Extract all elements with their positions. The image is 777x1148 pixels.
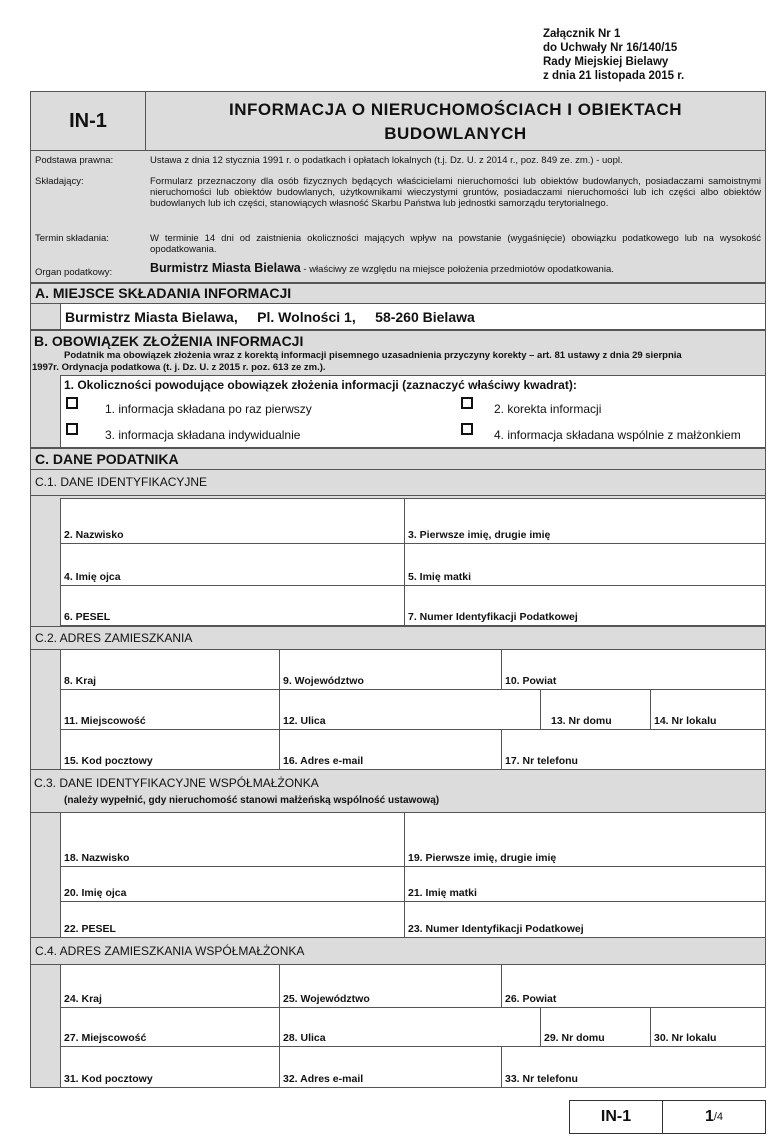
checkbox-individual[interactable] (66, 423, 78, 435)
page-total: /4 (713, 1111, 724, 1123)
field-label: 9. Województwo (283, 675, 364, 687)
field-label: 23. Numer Identyfikacji Podatkowej (408, 923, 584, 935)
field-label: 13. Nr domu (551, 715, 612, 727)
field-label: 25. Województwo (283, 993, 370, 1005)
section-c-title: C. DANE PODATNIKA (30, 448, 766, 470)
field-label: 27. Miejscowość (64, 1032, 147, 1044)
circumstances-question: 1. Okoliczności powodujące obowiązek złożenia informacji (zaznaczyć właściwy kwadrat): (64, 378, 577, 392)
field-label: 28. Ulica (283, 1032, 326, 1044)
father-name-field[interactable] (60, 543, 405, 586)
section-c4-title: C.4. ADRES ZAMIESZKANIA WSPÓŁMAŁŻONKA (30, 937, 766, 965)
spouse-pesel-field[interactable] (60, 901, 405, 938)
spouse-nip-field[interactable] (404, 901, 766, 938)
authority-value (150, 263, 761, 275)
option-individual-label: 3. informacja składana indywidualnie (105, 428, 301, 442)
annex-line: Rady Miejskiej Bielawy (543, 56, 669, 68)
spouse-postal-code-field[interactable] (60, 1046, 280, 1088)
spouse-phone-field[interactable] (501, 1046, 766, 1088)
deadline-label: Termin składania: (35, 233, 109, 244)
field-label: 15. Kod pocztowy (64, 755, 153, 767)
form-meta (30, 150, 766, 283)
field-label: 8. Kraj (64, 675, 97, 687)
spouse-mother-name-field[interactable] (404, 866, 766, 902)
spouse-street-field[interactable] (279, 1007, 541, 1047)
section-b-title: B. OBOWIĄZEK ZŁOŻENIA INFORMACJI (34, 333, 304, 349)
section-c3-title: C.3. DANE IDENTYFIKACYJNE WSPÓŁMAŁŻONKA (34, 776, 319, 790)
field-label: 18. Nazwisko (64, 852, 130, 864)
annex-note (543, 27, 684, 83)
field-label: 32. Adres e-mail (283, 1073, 364, 1085)
checkbox-joint[interactable] (461, 423, 473, 435)
form-title (145, 91, 766, 151)
field-label: 2. Nazwisko (64, 529, 124, 541)
surname-field[interactable] (60, 498, 405, 544)
field-label: 29. Nr domu (544, 1032, 605, 1044)
form-title-line: BUDOWLANYCH (384, 124, 527, 143)
form-title-line: INFORMACJA O NIERUCHOMOŚCIACH I OBIEKTACH (228, 100, 683, 119)
field-label: 10. Powiat (505, 675, 557, 687)
footer-form-code: IN-1 (569, 1100, 663, 1134)
spouse-voivodeship-field[interactable] (279, 964, 502, 1008)
spouse-country-field[interactable] (60, 964, 280, 1008)
authority-label: Organ podatkowy: (35, 267, 113, 278)
section-c1-title: C.1. DANE IDENTYFIKACYJNE (30, 469, 766, 496)
spouse-email-field[interactable] (279, 1046, 502, 1088)
spouse-county-field[interactable] (501, 964, 766, 1008)
field-label: 11. Miejscowość (64, 715, 146, 727)
field-label: 5. Imię matki (408, 571, 472, 583)
legal-basis-value: Ustawa z dnia 12 stycznia 1991 r. o podatkach i opłatach lokalnych (t.j. Dz. U. z 2014 r., poz. 849 ze. zm.) - uopl. (150, 155, 623, 166)
mother-name-field[interactable] (404, 543, 766, 586)
page-current: 1 (704, 1108, 714, 1125)
spouse-father-name-field[interactable] (60, 866, 405, 902)
flat-no-field[interactable] (650, 689, 766, 730)
annex-line: z dnia 21 listopada 2015 r. (543, 70, 685, 82)
field-label: 12. Ulica (283, 715, 326, 727)
checkbox-correction[interactable] (461, 397, 473, 409)
email-field[interactable] (279, 729, 502, 770)
field-label: 26. Powiat (505, 993, 557, 1005)
annex-line: do Uchwały Nr 16/140/15 (543, 42, 678, 54)
section-a-title: A. MIEJSCE SKŁADANIA INFORMACJI (30, 283, 766, 304)
pesel-field[interactable] (60, 585, 405, 626)
section-b-note: Podatnik ma obowiązek złożenia wraz z korektą informacji pisemnego uzasadnienia przyczyny korekty – art. 81 ustawy z dnia 29 sierpnia (64, 350, 682, 361)
nip-field[interactable] (404, 585, 766, 626)
field-label: 24. Kraj (64, 993, 102, 1005)
field-label: 31. Kod pocztowy (64, 1073, 153, 1085)
town-field[interactable] (60, 689, 280, 730)
county-field[interactable] (501, 649, 766, 690)
field-label: 3. Pierwsze imię, drugie imię (408, 529, 551, 541)
option-first-time-label: 1. informacja składana po raz pierwszy (105, 402, 312, 416)
phone-field[interactable] (501, 729, 766, 770)
section-c3-note: (należy wypełnić, gdy nieruchomość stanowi małżeńską wspólność ustawową) (64, 795, 440, 806)
house-no-field[interactable] (540, 689, 651, 730)
legal-basis-label: Podstawa prawna: (35, 155, 114, 166)
field-label: 4. Imię ojca (64, 571, 121, 583)
footer-page-number (662, 1100, 766, 1134)
spouse-surname-field[interactable] (60, 812, 405, 867)
filing-place-value: Burmistrz Miasta Bielawa, Pl. Wolności 1, 58-260 Bielawa (60, 303, 766, 330)
postal-code-field[interactable] (60, 729, 280, 770)
form-code: IN-1 (30, 91, 146, 151)
field-label: 7. Numer Identyfikacji Podatkowej (408, 611, 578, 623)
field-label: 14. Nr lokalu (654, 715, 717, 727)
country-field[interactable] (60, 649, 280, 690)
annex-line: Załącznik Nr 1 (543, 28, 621, 40)
first-names-field[interactable] (404, 498, 766, 544)
spouse-house-no-field[interactable] (540, 1007, 651, 1047)
street-field[interactable] (279, 689, 541, 730)
deadline-value: W terminie 14 dni od zaistnienia okoliczności mających wpływ na powstanie (wygaśnięcie) obowiązku podatkowego lub na wysokość opodatkowania. (150, 233, 761, 255)
checkbox-first-time[interactable] (66, 397, 78, 409)
field-label: 16. Adres e-mail (283, 755, 364, 767)
spouse-town-field[interactable] (60, 1007, 280, 1047)
spouse-first-names-field[interactable] (404, 812, 766, 867)
filer-label: Składający: (35, 176, 84, 187)
field-label: 6. PESEL (64, 611, 111, 623)
section-b-note: 1997r. Ordynacja podatkowa (t. j. Dz. U. z 2015 r. poz. 613 ze zm.). (32, 362, 326, 373)
option-joint-label: 4. informacja składana wspólnie z małżonkiem (494, 428, 741, 442)
field-label: 33. Nr telefonu (505, 1073, 578, 1085)
voivodeship-field[interactable] (279, 649, 502, 690)
field-label: 19. Pierwsze imię, drugie imię (408, 852, 557, 864)
authority-rest: - właściwy ze względu na miejsce położenia przedmiotów opodatkowania. (300, 264, 614, 275)
section-c2-title: C.2. ADRES ZAMIESZKANIA (30, 626, 766, 650)
filer-value: Formularz przeznaczony dla osób fizycznych będących właścicielami nieruchomości lub obiektów budowlanych, posiadaczami samoistnymi nieruchomości lub obiektów budowlanych, użytkownikami wieczystymi gruntów, posiadaczami nieruchomości lub ich części albo obiektów budowlanych lub ich części, stanowiących własność Skarbu Państwa lub jednostki samorządu terytorialnego. (150, 176, 761, 209)
field-label: 30. Nr lokalu (654, 1032, 717, 1044)
field-label: 21. Imię matki (408, 887, 477, 899)
option-correction-label: 2. korekta informacji (494, 402, 602, 416)
field-label: 17. Nr telefonu (505, 755, 578, 767)
field-label: 22. PESEL (64, 923, 116, 935)
field-label: 20. Imię ojca (64, 887, 127, 899)
spouse-flat-no-field[interactable] (650, 1007, 766, 1047)
authority-name: Burmistrz Miasta Bielawa (150, 261, 301, 275)
